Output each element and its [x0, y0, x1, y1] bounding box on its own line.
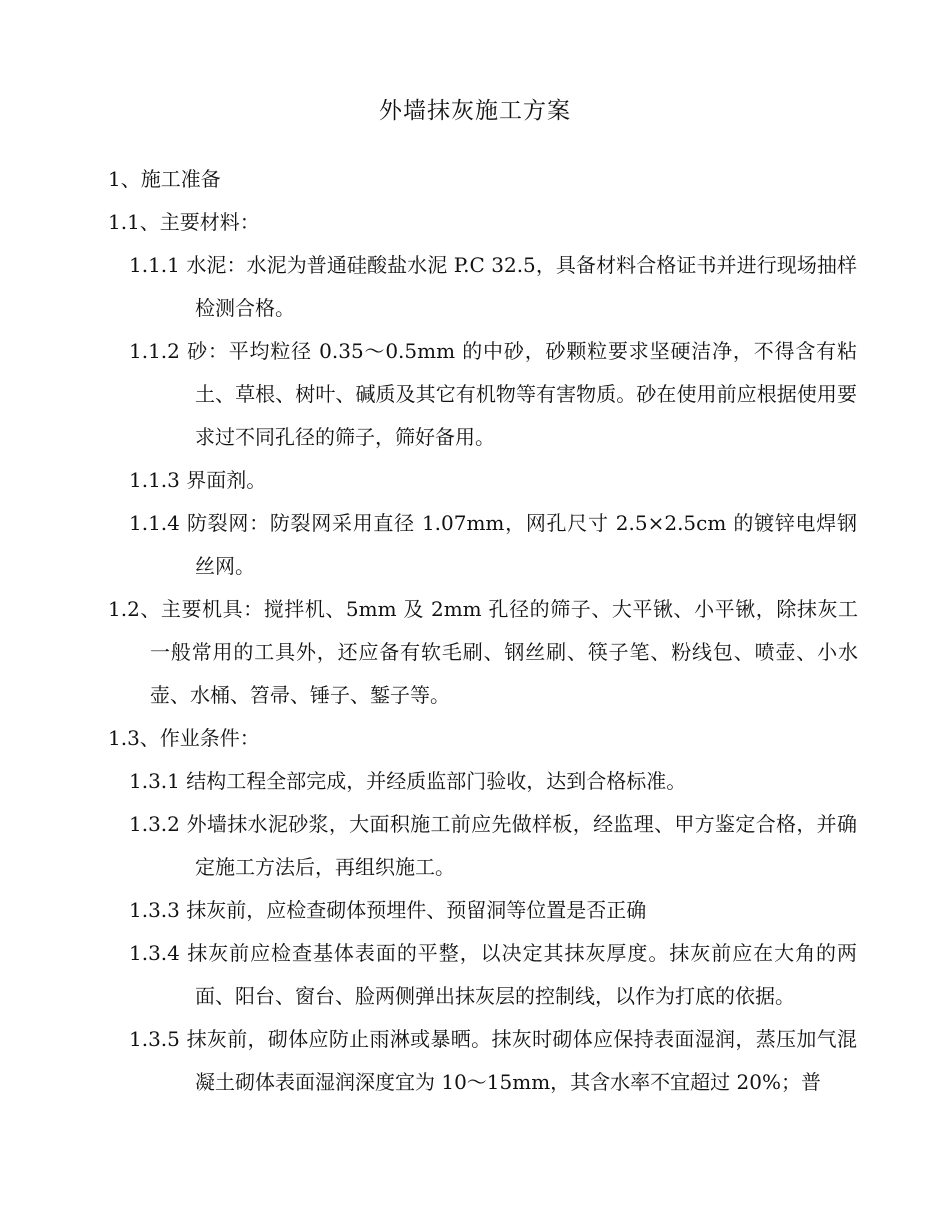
item-1-3-4: 1.3.4 抹灰前应检查基体表面的平整，以决定其抹灰厚度。抹灰前应在大角的两面、阳台、窗台、脸两侧弹出抹灰层的控制线，以作为打底的依据。 — [129, 941, 857, 1008]
document-title: 外墙抹灰施工方案 — [379, 98, 571, 124]
item-1-3-2: 1.3.2 外墙抹水泥砂浆，大面积施工前应先做样板，经监理、甲方鉴定合格，并确定施工方法后，再组织施工。 — [129, 812, 857, 879]
heading-1-1: 1.1、主要材料： — [108, 210, 260, 234]
item-1-3-1: 1.3.1 结构工程全部完成，并经质监部门验收，达到合格标准。 — [129, 769, 687, 793]
item-1-1-3: 1.1.3 界面剂。 — [129, 468, 267, 492]
item-1-1-2: 1.1.2 砂：平均粒径 0.35～0.5mm 的中砂，砂颗粒要求坚硬洁净，不得含有粘土、草根、树叶、碱质及其它有机物等有害物质。砂在使用前应根据使用要求过不同孔径的筛子，筛好备用。 — [129, 339, 857, 449]
document-body — [0, 158, 950, 1104]
heading-1-3: 1.3、作业条件： — [108, 726, 260, 750]
item-1-1-1: 1.1.1 水泥：水泥为普通硅酸盐水泥 P.C 32.5，具备材料合格证书并进行现场抽样检测合格。 — [129, 253, 857, 320]
item-1-3-3: 1.3.3 抹灰前，应检查砌体预埋件、预留洞等位置是否正确 — [129, 898, 647, 922]
heading-1: 1、施工准备 — [108, 167, 221, 191]
item-1-2: 1.2、主要机具：搅拌机、5mm 及 2mm 孔径的筛子、大平锹、小平锹，除抹灰工一般常用的工具外，还应备有软毛刷、钢丝刷、筷子笔、粉线包、喷壶、小水壶、水桶、笤帚、锤子、錾子等。 — [108, 597, 858, 707]
item-1-3-5: 1.3.5 抹灰前，砌体应防止雨淋或暴晒。抹灰时砌体应保持表面湿润，蒸压加气混凝土砌体表面湿润深度宜为 10～15mm，其含水率不宜超过 20%；普 — [129, 1027, 857, 1094]
item-1-1-4: 1.1.4 防裂网：防裂网采用直径 1.07mm，网孔尺寸 2.5×2.5cm 的镀锌电焊钢丝网。 — [129, 511, 857, 578]
